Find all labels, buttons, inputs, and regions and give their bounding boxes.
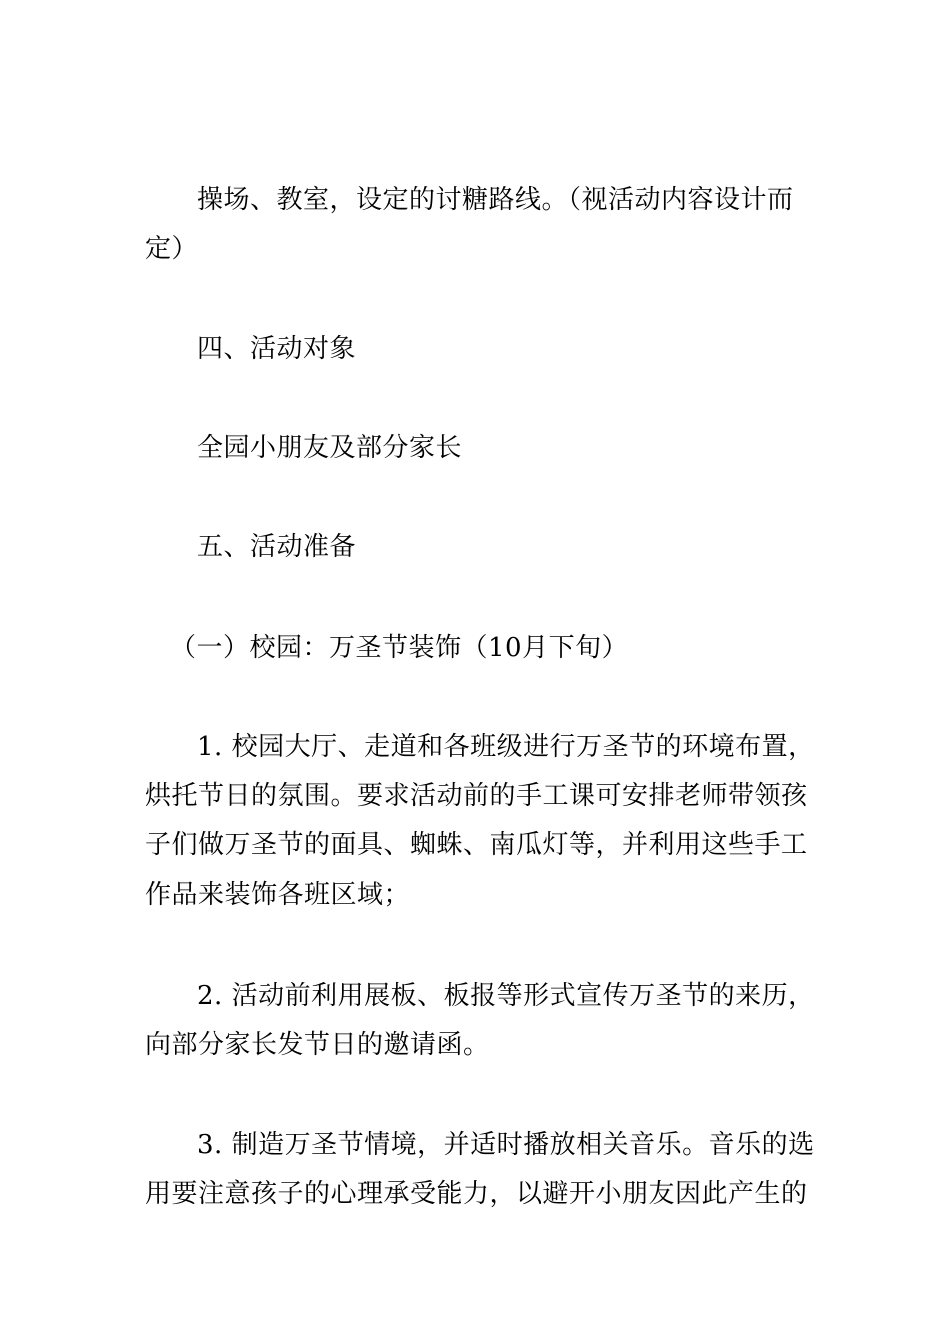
list-item-3-line-2: 用要注意孩子的心理承受能力，以避开小朋友因此产生的: [145, 1179, 808, 1209]
section-heading-activity-preparation: 五、活动准备: [197, 532, 357, 562]
list-item-1-line-4: 作品来装饰各班区域；: [145, 880, 411, 910]
paragraph-line-continued-route: 操场、教室，设定的讨糖路线。（视活动内容设计而: [197, 185, 794, 215]
paragraph-activity-target: 全园小朋友及部分家长: [197, 433, 463, 463]
paragraph-line-continued-end: 定）: [145, 234, 199, 264]
list-item-1-line-3: 子们做万圣节的面具、蜘蛛、南瓜灯等，并利用这些手工: [145, 830, 808, 860]
list-item-1-line-1: 1. 校园大厅、走道和各班级进行万圣节的环境布置，: [197, 732, 815, 762]
section-heading-activity-target: 四、活动对象: [197, 334, 357, 364]
list-item-3-line-1: 3. 制造万圣节情境，并适时播放相关音乐。音乐的选: [197, 1130, 815, 1160]
list-item-2-line-2: 向部分家长发节日的邀请函。: [145, 1030, 490, 1060]
list-item-1-line-2: 烘托节日的氛围。要求活动前的手工课可安排老师带领孩: [145, 781, 808, 811]
list-item-2-line-1: 2. 活动前利用展板、板报等形式宣传万圣节的来历，: [197, 981, 815, 1011]
subsection-heading-campus-decoration: （一）校园：万圣节装饰（10月下旬）: [170, 633, 629, 663]
